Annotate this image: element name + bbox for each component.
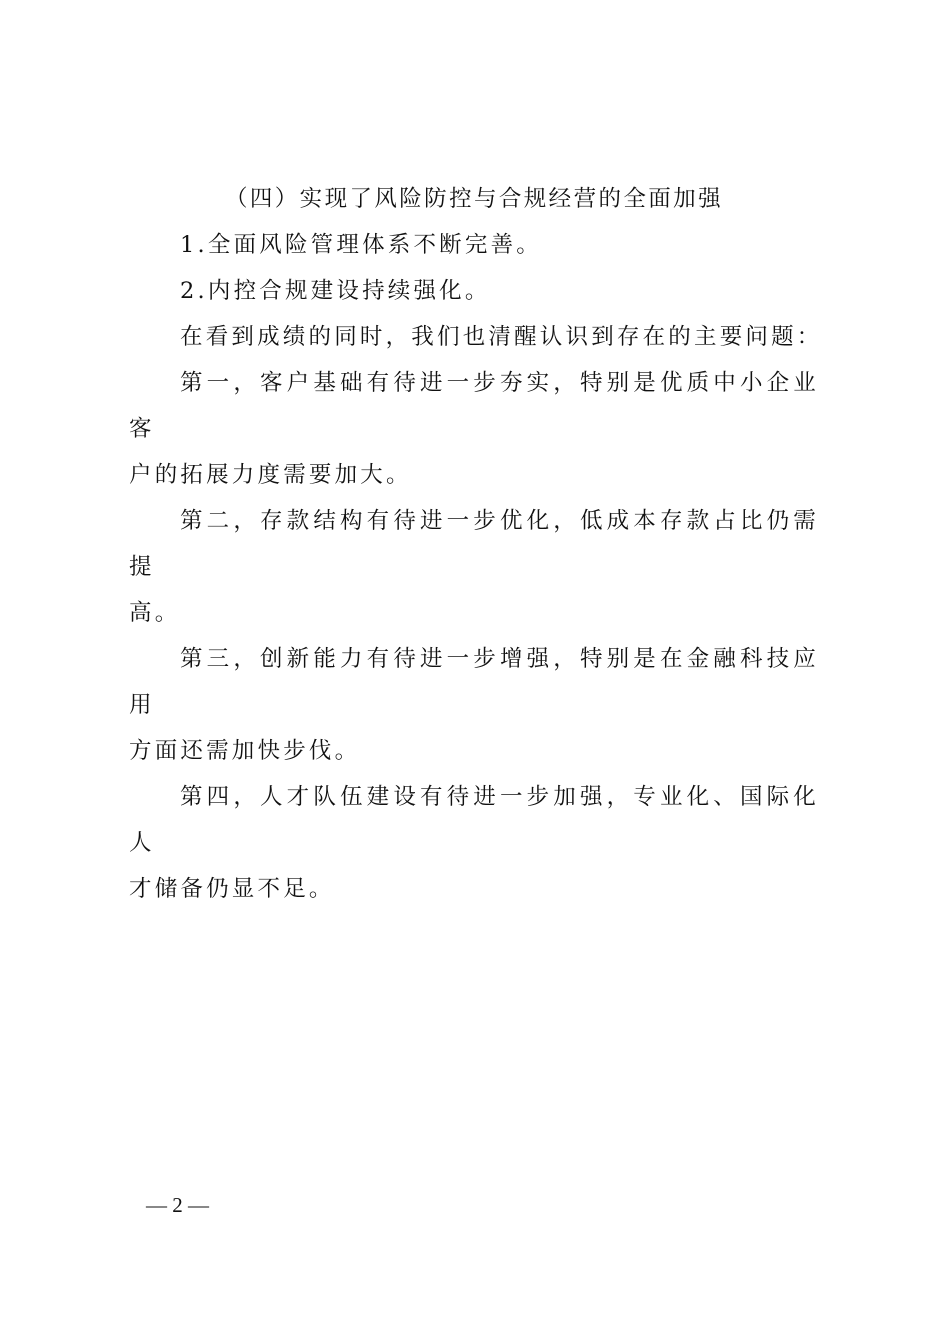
problem-4-line-2: 才储备仍显不足。 [129, 876, 335, 902]
page-number: — 2 — [146, 1193, 209, 1217]
list-item-2: 2.内控合规建设持续强化。 [180, 278, 491, 304]
problem-3-line-1: 第三，创新能力有待进一步增强，特别是在金融科技应用 [129, 646, 819, 718]
section-heading: （四）实现了风险防控与合规经营的全面加强 [224, 186, 723, 212]
problem-2-line-2: 高。 [129, 600, 181, 626]
problem-paragraph-3 [129, 636, 819, 774]
intro-paragraph: 在看到成绩的同时，我们也清醒认识到存在的主要问题： [180, 324, 823, 350]
document-body [129, 176, 823, 912]
problem-paragraph-4 [129, 774, 819, 912]
problem-2-line-1: 第二，存款结构有待进一步优化，低成本存款占比仍需提 [129, 508, 819, 580]
list-item-1: 1.全面风险管理体系不断完善。 [180, 232, 542, 258]
problem-paragraph-1 [129, 360, 819, 498]
problem-paragraph-2 [129, 498, 819, 636]
problem-1-line-1: 第一，客户基础有待进一步夯实，特别是优质中小企业客 [129, 370, 819, 442]
problem-1-line-2: 户的拓展力度需要加大。 [129, 462, 412, 488]
problem-3-line-2: 方面还需加快步伐。 [129, 738, 361, 764]
problem-4-line-1: 第四，人才队伍建设有待进一步加强，专业化、国际化人 [129, 784, 819, 856]
